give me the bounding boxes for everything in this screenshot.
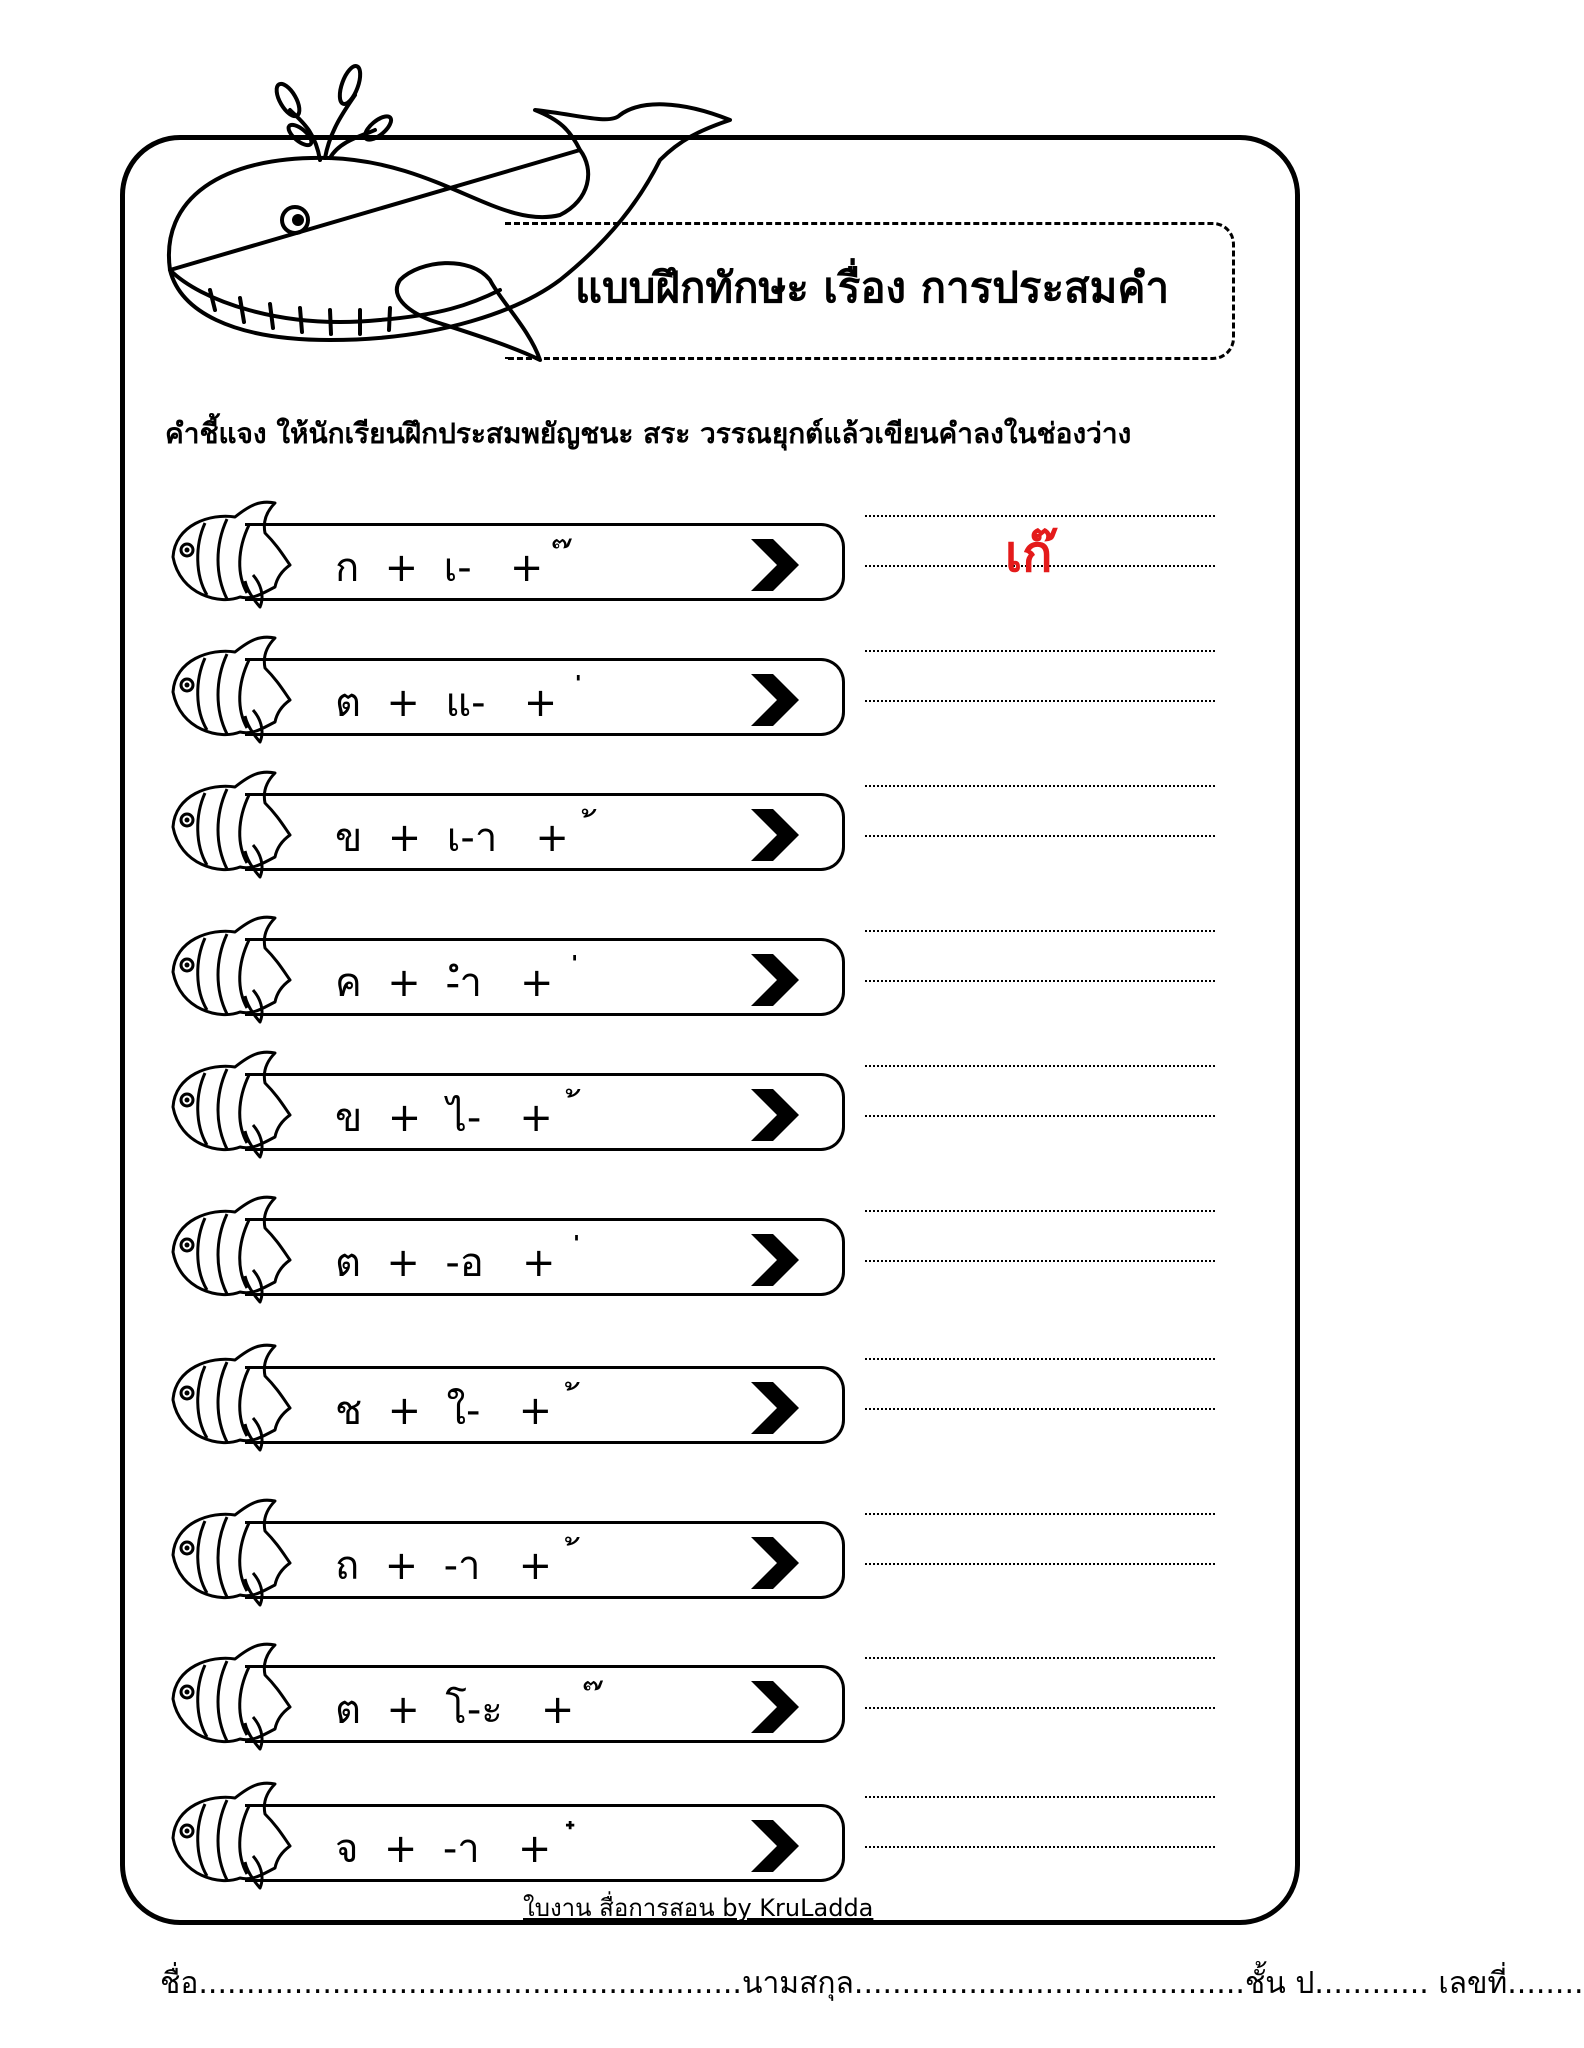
exercise-row [165,495,1245,615]
exercise-row [165,1493,1245,1613]
chevron-right-icon [745,1677,805,1741]
exercise-row [165,1338,1245,1458]
answer-line[interactable] [865,1065,1215,1067]
answer-line[interactable] [865,1846,1215,1848]
chevron-right-icon [745,1533,805,1597]
name-fields: ชื่อ.........................................................นามสกุล.........................................ชั้น ป............ เลขที่........ [160,1966,1584,2001]
exercise-row [165,910,1245,1030]
answer-line[interactable] [865,1115,1215,1117]
chevron-right-icon [745,535,805,599]
answer-line[interactable] [865,1563,1215,1565]
formula-text: ค + -ำ + ่ [335,960,580,1006]
answer-line[interactable] [865,1408,1215,1410]
chevron-right-icon [745,805,805,869]
chevron-right-icon [745,1816,805,1880]
exercise-row [165,765,1245,885]
answer-line[interactable] [865,1210,1215,1212]
formula-text: ช + ใ- + ้ [335,1388,579,1434]
answer-line[interactable] [865,1260,1215,1262]
exercise-row [165,1045,1245,1165]
formula-text: จ + -า + ๋ [335,1826,578,1872]
formula-text: ถ + -า + ้ [335,1543,579,1589]
formula-text: ต + -อ + ่ [335,1240,582,1286]
answer-line[interactable] [865,1707,1215,1709]
answer-line[interactable] [865,1796,1215,1798]
formula-text: ก + เ- + ๊ [335,545,570,591]
exercise-row [165,1776,1245,1896]
formula-text: ข + เ-า + ้ [335,815,596,861]
chevron-right-icon [745,1378,805,1442]
exercise-row [165,630,1245,750]
answer-text: เก๊ [1005,525,1053,583]
answer-line[interactable] [865,785,1215,787]
formula-text: ต + โ-ะ + ๊ [335,1687,601,1733]
chevron-right-icon [745,670,805,734]
answer-line[interactable] [865,1513,1215,1515]
exercise-row [165,1637,1245,1757]
exercise-row [165,1190,1245,1310]
formula-text: ข + ไ- + ้ [335,1095,580,1141]
formula-text: ต + แ- + ่ [335,680,584,726]
credit: ใบงาน สื่อการสอน by KruLadda [523,1894,874,1922]
answer-line[interactable] [865,930,1215,932]
answer-line[interactable] [865,1358,1215,1360]
page-title: แบบฝึกทักษะ เรื่อง การประสมคำ [575,263,1170,312]
answer-line[interactable] [865,980,1215,982]
instructions: คำชี้แจง ให้นักเรียนฝึกประสมพยัญชนะ สระ วรรณยุกต์แล้วเขียนคำลงในช่องว่าง [165,417,1132,450]
answer-line[interactable] [865,835,1215,837]
answer-line[interactable] [865,700,1215,702]
answer-line[interactable] [865,1657,1215,1659]
chevron-right-icon [745,1085,805,1149]
answer-line[interactable] [865,650,1215,652]
chevron-right-icon [745,950,805,1014]
chevron-right-icon [745,1230,805,1294]
